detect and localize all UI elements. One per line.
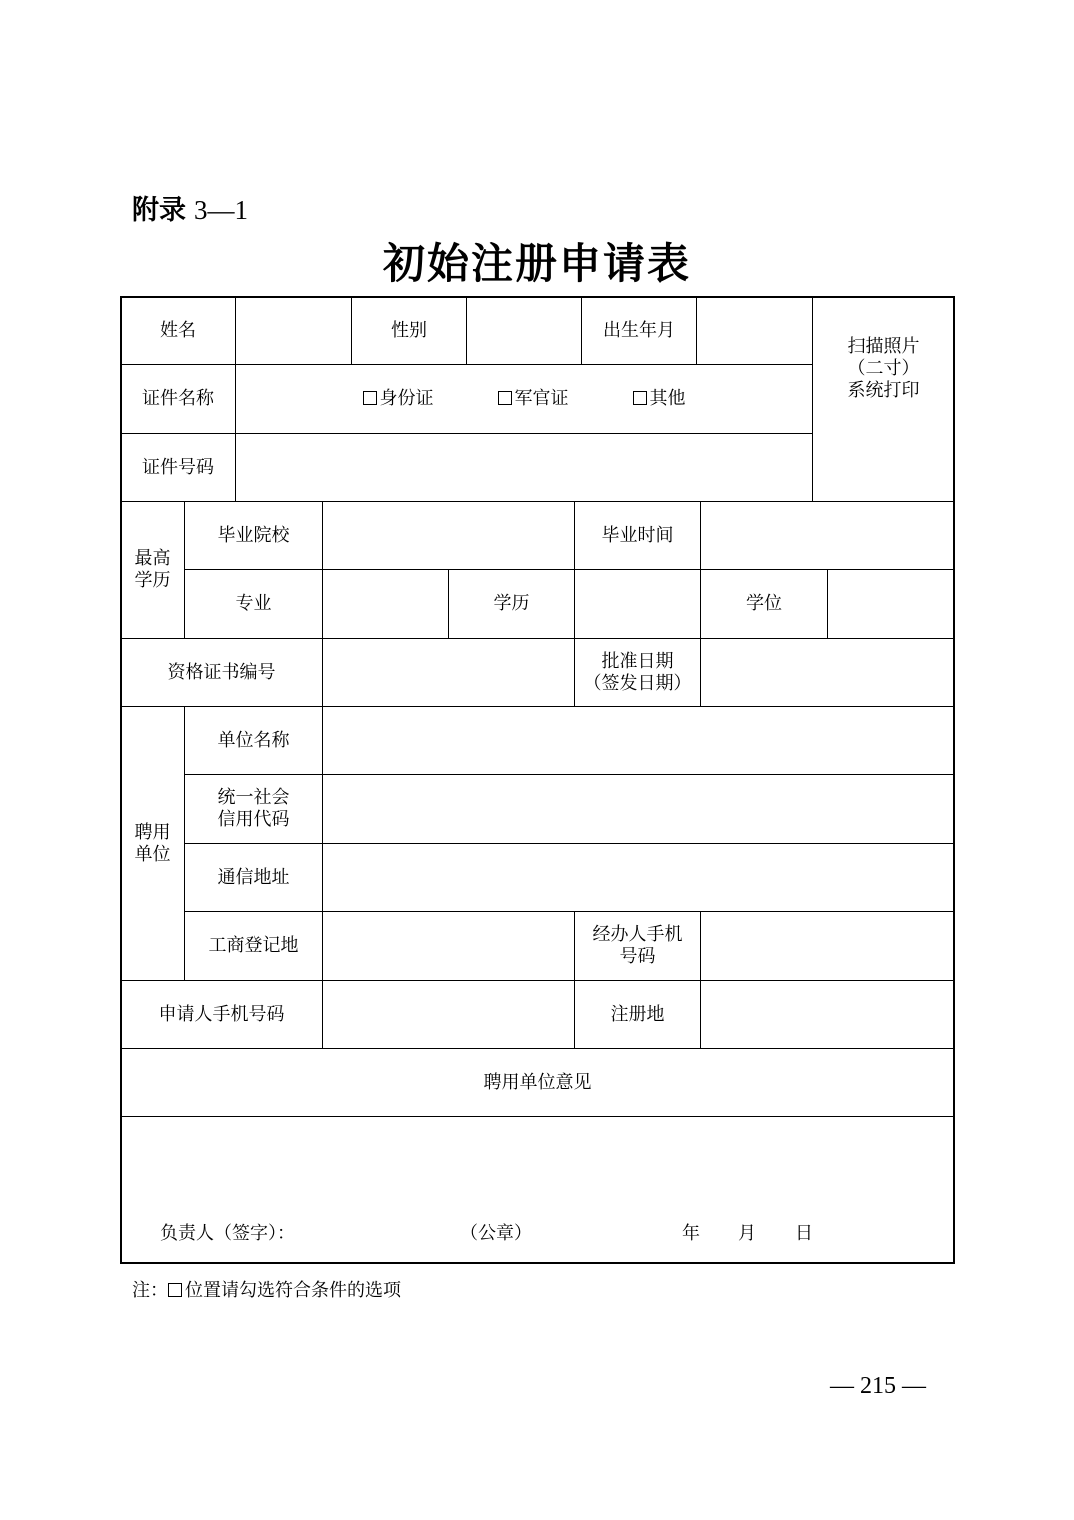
label-reg-place: 工商登记地 xyxy=(184,911,323,981)
form-title: 初始注册申请表 xyxy=(382,239,691,288)
label-credit-code: 统一社会 信用代码 xyxy=(184,774,323,844)
field-birth[interactable] xyxy=(696,296,813,365)
label-id-type: 证件名称 xyxy=(120,364,236,434)
appendix-text: 附录 xyxy=(132,195,186,226)
checkbox-icon xyxy=(168,1283,182,1297)
field-gender[interactable] xyxy=(466,296,582,365)
id-type-options xyxy=(235,364,813,434)
seal-label: （公章） xyxy=(460,1223,532,1244)
checkbox-icon[interactable] xyxy=(498,391,512,405)
label-name: 姓名 xyxy=(120,296,236,365)
photo-line-3: 系统打印 xyxy=(847,380,920,401)
label-education-group: 最高 学历 xyxy=(120,501,185,639)
registration-form xyxy=(120,296,955,1264)
field-grad-time[interactable] xyxy=(700,501,955,570)
field-approve-date[interactable] xyxy=(700,638,955,707)
field-school[interactable] xyxy=(322,501,575,570)
field-edu-level[interactable] xyxy=(574,569,701,639)
label-edu-level: 学历 xyxy=(448,569,575,639)
label-address: 通信地址 xyxy=(184,843,323,912)
label-applicant-phone: 申请人手机号码 xyxy=(120,980,323,1049)
label-opinion: 聘用单位意见 xyxy=(120,1048,955,1117)
option-id-card[interactable]: 身份证 xyxy=(363,388,434,410)
checkbox-icon[interactable] xyxy=(633,391,647,405)
label-school: 毕业院校 xyxy=(184,501,323,570)
label-gender: 性别 xyxy=(351,296,467,365)
field-unit-name[interactable] xyxy=(322,706,955,775)
checkbox-icon[interactable] xyxy=(363,391,377,405)
field-major[interactable] xyxy=(322,569,449,639)
photo-line-2: （二寸） xyxy=(847,358,920,379)
field-credit-code[interactable] xyxy=(322,774,955,844)
field-register-place[interactable] xyxy=(700,980,955,1049)
field-id-number[interactable] xyxy=(235,433,813,502)
year-label: 年 xyxy=(682,1223,700,1244)
field-name[interactable] xyxy=(235,296,352,365)
page-number: — 215 — xyxy=(830,1373,926,1399)
label-approve-date: 批准日期 （签发日期） xyxy=(574,638,701,707)
label-major: 专业 xyxy=(184,569,323,639)
label-unit-name: 单位名称 xyxy=(184,706,323,775)
option-officer-card[interactable]: 军官证 xyxy=(498,388,569,410)
note-text: 位置请勾选符合条件的选项 xyxy=(185,1280,401,1301)
note-prefix: 注： xyxy=(132,1280,168,1301)
option-other[interactable]: 其他 xyxy=(633,388,686,410)
label-register-place: 注册地 xyxy=(574,980,701,1049)
label-cert-no: 资格证书编号 xyxy=(120,638,323,707)
label-birth: 出生年月 xyxy=(581,296,697,365)
label-employer-group: 聘用 单位 xyxy=(120,706,185,981)
appendix-number: 3—1 xyxy=(194,195,248,225)
field-address[interactable] xyxy=(322,843,955,912)
field-degree[interactable] xyxy=(827,569,955,639)
label-grad-time: 毕业时间 xyxy=(574,501,701,570)
day-label: 日 xyxy=(795,1223,813,1244)
footnote xyxy=(132,1278,401,1304)
label-degree: 学位 xyxy=(700,569,828,639)
label-handler-phone: 经办人手机 号码 xyxy=(574,911,701,981)
photo-area xyxy=(812,296,955,502)
signature-label: 负责人（签字）： xyxy=(160,1223,295,1244)
photo-line-1: 扫描照片 xyxy=(847,336,920,357)
label-id-number: 证件号码 xyxy=(120,433,236,502)
appendix-label xyxy=(132,190,248,231)
field-reg-place[interactable] xyxy=(322,911,575,981)
month-label: 月 xyxy=(738,1223,756,1244)
field-handler-phone[interactable] xyxy=(700,911,955,981)
field-cert-no[interactable] xyxy=(322,638,575,707)
field-applicant-phone[interactable] xyxy=(322,980,575,1049)
